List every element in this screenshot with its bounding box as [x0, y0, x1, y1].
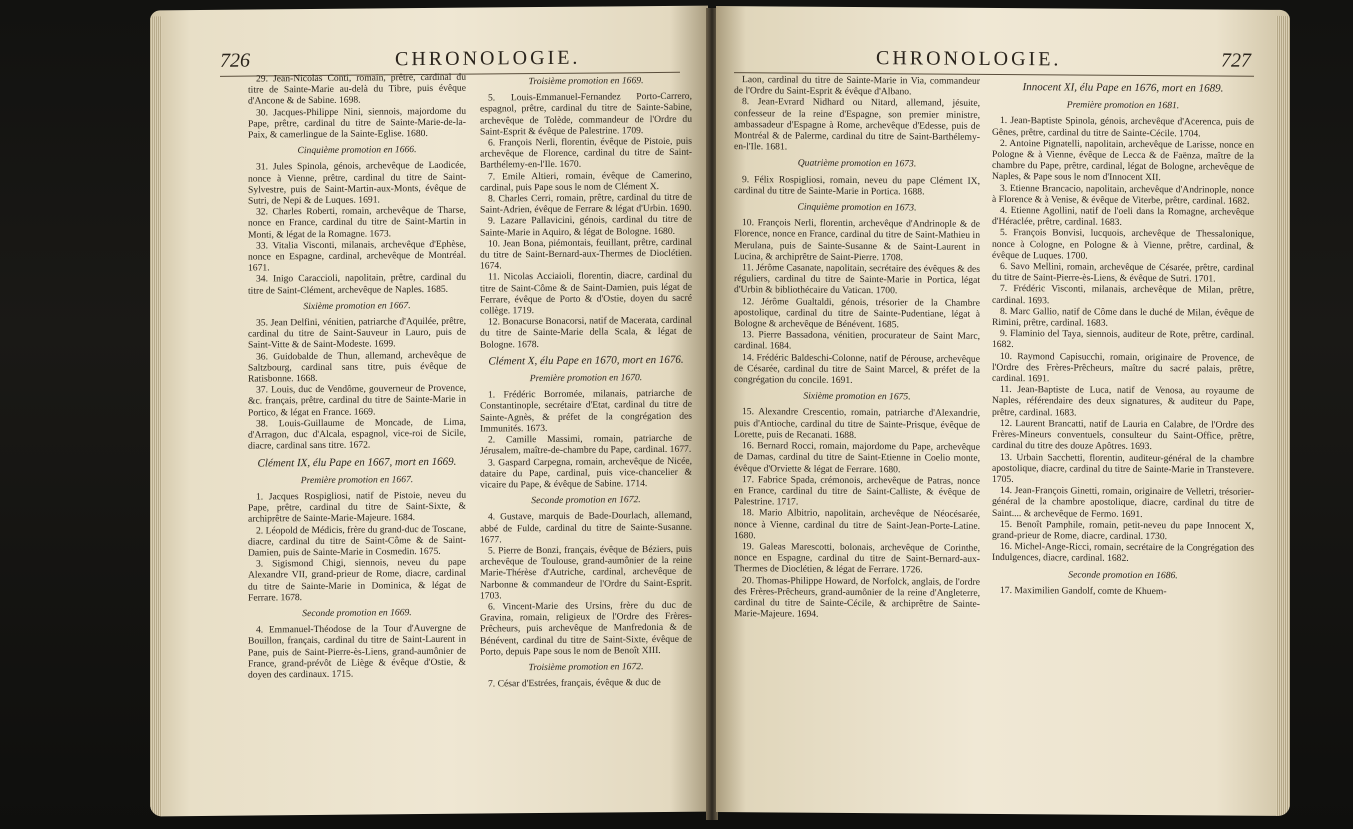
cardinal-entry: 29. Jean-Nicolas Conti, romain, prêtre, cardinal du titre de Sainte-Marie au-delà du Tibre, puis évêque d'Ancone & de Sabine. 1698.: [248, 71, 466, 107]
left-column-2: [480, 70, 692, 690]
section-heading: Seconde promotion en 1669.: [302, 607, 412, 620]
cardinal-entry: 5. Louis-Emmanuel-Fernandez Porto-Carrero, espagnol, prêtre, cardinal du titre de Sainte-Sabine, archevêque de Tolède, commandeur de l'Ordre du Saint-Esprit & évêque de Palestrine. 1709.: [480, 90, 692, 138]
section-heading: Troisième promotion en 1669.: [528, 75, 644, 88]
cardinal-entry: 11. Jérôme Casanate, napolitain, secrétaire des évêques & des réguliers, cardinal du titre de Sainte-Marie in Portica, légat d'Urbin & bibliothécaire du Vatican. 1700.: [734, 262, 980, 297]
cardinal-entry: 3. Gaspard Carpegna, romain, archevêque de Nicée, dataire du Pape, cardinal, puis vice-chancelier & vicaire du Pape, & évêque de Sabine. 1714.: [480, 455, 692, 491]
cardinal-entry: 19. Galeas Marescotti, bolonais, archevêque de Corinthe, nonce en Espagne, cardinal du titre de Saint-Bernard-aux-Thermes de Dioclétien, & légat de Ferrare. 1726.: [734, 541, 980, 576]
section-heading: Cinquième promotion en 1673.: [797, 201, 917, 214]
cardinal-entry: 17. Fabrice Spada, crémonois, archevêque de Patras, nonce en France, cardinal du titre de Saint-Calliste, & évêque de Palestrine. 1717.: [734, 473, 980, 508]
right-column-1: [734, 74, 980, 621]
cardinal-entry: 2. Léopold de Médicis, frère du grand-duc de Toscane, diacre, cardinal du titre de Saint-Côme & de Saint-Damien, puis de Sainte-Marie in Cosmedin. 1675.: [248, 523, 466, 559]
cardinal-entry: 8. Charles Cerri, romain, prêtre, cardinal du titre de Saint-Adrien, évêque de Ferrare & légat d'Urbin. 1690.: [480, 191, 692, 216]
cardinal-entry: 33. Vitalia Visconti, milanais, archevêque d'Ephèse, nonce en Espagne, cardinal, archevêque de Montréal. 1671.: [248, 238, 466, 274]
cardinal-entry: 4. Emmanuel-Théodose de la Tour d'Auvergne de Bouillon, français, cardinal du titre de Saint-Laurent in Pane, puis de Saint-Pierre-ès-Liens, grand-aumônier de France, grand-prévôt de Liège & évêque d'Ostie, & doyen des cardinaux. 1715.: [248, 622, 466, 681]
cardinal-entry: 2. Antoine Pignatelli, napolitain, archevêque de Larisse, nonce en Pologne & à Vienne, évêque de Lecca & de Faënza, maître de la chambre du Pape, prêtre, cardinal, légat de Bologne, archevêque de Naples, & Pape sous le nom d'Innocent XII.: [992, 137, 1254, 184]
cardinal-entry: 4. Gustave, marquis de Bade-Dourlach, allemand, abbé de Fulde, cardinal du titre de Sainte-Susanne. 1677.: [480, 510, 692, 546]
pope-heading: Clément IX, élu Pape en 1667, mort en 1669.: [257, 455, 457, 469]
cardinal-entry: 36. Guidobalde de Thun, allemand, archevêque de Saltzbourg, cardinal sans titre, puis évêque de Ratisbonne. 1668.: [248, 349, 466, 385]
cardinal-entry: 7. César d'Estrées, français, évêque & duc de: [488, 677, 661, 690]
cardinal-entry: 12. Bonacurse Bonacorsi, natif de Macerata, cardinal du titre de Sainte-Marie della Scala, & légat de Bologne. 1678.: [480, 314, 692, 351]
left-page-number: 726: [220, 49, 250, 72]
section-heading: Seconde promotion en 1672.: [531, 494, 641, 507]
section-heading: Cinquième promotion en 1666.: [297, 144, 417, 157]
cardinal-entry: 8. Jean-Evrard Nidhard ou Nitard, allemand, jésuite, confesseur de la reine d'Espagne, son premier ministre, ambassadeur d'Espagne à Rome, archevêque d'Edesse, puis de Montréal & de Palerme, cardinal du titre de Saint-Barthélemy-en-l'Ile. 1681.: [734, 96, 980, 153]
cardinal-entry: 14. Jean-François Ginetti, romain, originaire de Velletri, trésorier-général de la chambre apostolique, diacre, cardinal du titre de Saint.... & archevêque de Fermo. 1691.: [992, 485, 1254, 520]
left-column-1: [248, 72, 466, 681]
left-page: [150, 6, 708, 817]
left-running-head: CHRONOLOGIE.: [395, 46, 581, 71]
right-page-number: 727: [1221, 49, 1251, 72]
cardinal-entry: Laon, cardinal du titre de Sainte-Marie in Via, commandeur de l'Ordre du Saint-Esprit & évêque d'Albano.: [734, 74, 980, 98]
cardinal-entry: 17. Maximilien Gandolf, comte de Khuem-: [1000, 584, 1167, 597]
section-heading: Première promotion en 1670.: [529, 372, 643, 385]
cardinal-entry: 6. Savo Mellini, romain, archevêque de Césarée, prêtre, cardinal du titre de Saint-Pierre-ès-Liens, & évêque de Sutri. 1701.: [992, 261, 1254, 285]
right-page-edge: [1276, 16, 1290, 816]
left-page-edge: [150, 16, 162, 816]
cardinal-entry: 10. François Nerli, florentin, archevêque d'Andrinople & de Florence, nonce en France, cardinal du titre de Saint-Mathieu in Merulana, puis de Sainte-Susanne & de Saint-Laurent in Lucina, & archiprêtre de Saint-Pierre. 1708.: [734, 217, 980, 264]
cardinal-entry: 3. Etienne Brancacio, napolitain, archevêque d'Andrinople, nonce à Florence & à Venise, & évêque de Viterbe, prêtre, cardinal. 1682.: [992, 182, 1254, 207]
cardinal-entry: 11. Nicolas Acciaioli, florentin, diacre, cardinal du titre de Saint-Côme & de Saint-Damien, puis légat de Ferrare, évêque de Porto & d'Ostie, doyen du sacré collège. 1719.: [480, 270, 692, 317]
section-heading: Troisième promotion en 1672.: [528, 661, 644, 674]
cardinal-entry: 12. Laurent Brancatti, natif de Lauria en Calabre, de l'Ordre des Frères-Mineurs conventuels, consulteur du Saint-Office, prêtre, cardinal du titre des douze Apôtres. 1693.: [992, 417, 1254, 453]
cardinal-entry: 13. Pierre Bassadona, vénitien, procurateur de Saint Marc, cardinal. 1684.: [734, 329, 980, 352]
right-running-head: CHRONOLOGIE.: [876, 47, 1062, 71]
cardinal-entry: 1. Jacques Rospigliosi, natif de Pistoie, neveu du Pape, prêtre, cardinal du titre de Saint-Sixte, & archiprêtre de Sainte-Marie-Majeure. 1684.: [248, 489, 466, 525]
open-book: [150, 8, 1290, 826]
cardinal-entry: 16. Bernard Rocci, romain, majordome du Pape, archevêque de Damas, cardinal du titre de Saint-Etienne in Coelio monte, évêque d'Orviette & légat de Ferrare. 1680.: [734, 440, 980, 475]
cardinal-entry: 1. Frédéric Borromée, milanais, patriarche de Constantinople, secrétaire d'Etat, cardinal du titre de Sainte-Agnès, & préfet de la congrégation des Immunités. 1673.: [480, 387, 692, 435]
section-heading: Quatrième promotion en 1673.: [797, 157, 917, 170]
cardinal-entry: 5. François Bonvisi, lucquois, archevêque de Thessalonique, nonce à Cologne, en Pologne & à Vienne, prêtre, cardinal, & évêque de Luques. 1700.: [992, 227, 1254, 262]
cardinal-entry: 35. Jean Delfini, vénitien, patriarche d'Aquilée, prêtre, cardinal du titre de Saint-Sauveur in Lauro, puis de Saint-Vitte & de Saint-Modeste. 1699.: [248, 315, 466, 352]
cardinal-entry: 14. Frédéric Baldeschi-Colonne, natif de Pérouse, archevêque de Césarée, cardinal du titre de Saint Marcel, & préfet de la congrégation du concile. 1691.: [734, 351, 980, 387]
cardinal-entry: 15. Alexandre Crescentio, romain, patriarche d'Alexandrie, puis d'Antioche, cardinal du titre de Sainte-Prisque, évêque de Lorette, puis de Recanati. 1688.: [734, 406, 980, 441]
cardinal-entry: 9. Félix Rospigliosi, romain, neveu du pape Clément IX, cardinal du titre de Sainte-Marie in Portica. 1688.: [734, 173, 980, 198]
cardinal-entry: 20. Thomas-Philippe Howard, de Norfolck, anglais, de l'ordre des Frères-Prêcheurs, grand-aumônier de la reine d'Angleterre, cardinal du titre de Sainte-Cécile, & archiprêtre de Sainte-Marie-Majeure. 1694.: [734, 574, 980, 620]
cardinal-entry: 7. Emile Altieri, romain, évêque de Camerino, cardinal, puis Pape sous le nom de Clément X.: [480, 169, 692, 194]
section-heading: Seconde promotion en 1686.: [1068, 568, 1178, 581]
cardinal-entry: 6. François Nerli, florentin, évêque de Pistoie, puis archevêque de Florence, cardinal du titre de Saint-Barthélemy-en-l'Ile. 1670.: [480, 135, 692, 171]
cardinal-entry: 1. Jean-Baptiste Spinola, génois, archevêque d'Acerenca, puis de Gênes, prêtre, cardinal du titre de Sainte-Cécile. 1704.: [992, 115, 1254, 139]
section-heading: Sixième promotion en 1675.: [803, 390, 911, 403]
cardinal-entry: 7. Frédéric Visconti, milanais, archevêque de Milan, prêtre, cardinal. 1693.: [992, 283, 1254, 306]
cardinal-entry: 12. Jérôme Gualtaldi, génois, trésorier de la Chambre apostolique, cardinal du titre de Sainte-Pudentiane, légat à Bologne & archevêque de Bénévent. 1685.: [734, 295, 980, 331]
cardinal-entry: 37. Louis, duc de Vendôme, gouverneur de Provence, &c. français, prêtre, cardinal du titre de Sainte-Marie in Portico, & légat en France. 1669.: [248, 382, 466, 419]
cardinal-entry: 9. Flaminio del Taya, siennois, auditeur de Rote, prêtre, cardinal. 1682.: [992, 328, 1254, 351]
cardinal-entry: 3. Sigismond Chigi, siennois, neveu du pape Alexandre VII, grand-prieur de Rome, diacre, cardinal du titre de Sainte-Marie in Dominica, & légat de Ferrare. 1678.: [248, 556, 466, 604]
cardinal-entry: 2. Camille Massimi, romain, patriarche de Jérusalem, maître-de-chambre du Pape, cardinal. 1677.: [480, 432, 692, 457]
section-heading: Sixième promotion en 1667.: [303, 300, 411, 312]
cardinal-entry: 11. Jean-Baptiste de Luca, natif de Venosa, au royaume de Naples, référendaire des deux signatures, & auditeur du Pape, prêtre, cardinal. 1683.: [992, 384, 1254, 419]
cardinal-entry: 34. Inigo Caraccioli, napolitain, prêtre, cardinal du titre de Saint-Clément, archevêque de Naples. 1685.: [248, 272, 466, 297]
section-heading: Première promotion en 1681.: [1066, 99, 1180, 112]
cardinal-entry: 9. Lazare Pallavicini, génois, cardinal du titre de Sainte-Marie in Aquiro, & légat de Bologne. 1680.: [480, 214, 692, 239]
cardinal-entry: 38. Louis-Guillaume de Moncade, de Lima, d'Arragon, duc d'Alcala, espagnol, vice-roi de Sicile, diacre, cardinal sans titre. 1672.: [248, 416, 466, 452]
cardinal-entry: 32. Charles Roberti, romain, archevêque de Tharse, nonce en France, cardinal du titre de Saint-Martin in Monti, & légat de la Romagne. 1673.: [248, 204, 466, 241]
cardinal-entry: 31. Jules Spinola, génois, archevêque de Laodicée, nonce à Vienne, prêtre, cardinal du titre de Saint-Sylvestre, puis de Saint-Martin-aux-Monts, évêque de Sutri, de Nepi & de Luques. 1691.: [248, 160, 466, 207]
cardinal-entry: 6. Vincent-Marie des Ursins, frère du duc de Gravina, romain, religieux de l'Ordre des Frères-Prêcheurs, puis archevêque de Manfredonia & de Bénévent, cardinal du titre de Saint-Sixte, évêque de Porto, depuis Pape sous le nom de Benoît XIII.: [480, 599, 692, 658]
cardinal-entry: 16. Michel-Ange-Ricci, romain, secrétaire de la Congrégation des Indulgences, diacre, cardinal. 1682.: [992, 541, 1254, 565]
cardinal-entry: 10. Raymond Capisucchi, romain, originaire de Provence, de l'Ordre des Frères-Prêcheurs, maître du sacré palais, prêtre, cardinal. 1691.: [992, 350, 1254, 385]
cardinal-entry: 4. Etienne Agollini, natif de l'oeli dans la Romagne, archevêque d'Héraclée, prêtre, cardinal. 1683.: [992, 205, 1254, 229]
cardinal-entry: 13. Urbain Sacchetti, florentin, auditeur-général de la chambre apostolique, diacre, cardinal du titre de Sainte-Marie in Transtevere. 1705.: [992, 451, 1254, 485]
cardinal-entry: 8. Marc Gallio, natif de Côme dans le duché de Milan, évêque de Rimini, prêtre, cardinal. 1683.: [992, 305, 1254, 329]
pope-heading: Innocent XI, élu Pape en 1676, mort en 1689.: [1022, 81, 1224, 95]
section-heading: Première promotion en 1667.: [300, 473, 414, 486]
right-page: [716, 6, 1290, 816]
right-column-2: [992, 76, 1254, 598]
cardinal-entry: 10. Jean Bona, piémontais, feuillant, prêtre, cardinal du titre de Saint-Bernard-aux-Thermes de Dioclétien. 1674.: [480, 236, 692, 272]
cardinal-entry: 5. Pierre de Bonzi, français, évêque de Béziers, puis archevêque de Toulouse, grand-aumônier de la reine Marie-Thérèse d'Autriche, cardinal, archevêque de Narbonne & commandeur de l'Ordre du Saint-Esprit. 1703.: [480, 543, 692, 602]
cardinal-entry: 18. Mario Albitrio, napolitain, archevêque de Néocésarée, nonce à Vienne, cardinal du titre de Saint-Jean-Porte-Latine. 1680.: [734, 507, 980, 541]
pope-heading: Clément X, élu Pape en 1670, mort en 1676.: [488, 353, 684, 368]
cardinal-entry: 30. Jacques-Philippe Nini, siennois, majordome du Pape, prêtre, cardinal du titre de Sainte-Marie-de-la-Paix, & camerlingue de la Sainte-Eglise. 1680.: [248, 105, 466, 141]
cardinal-entry: 15. Benoît Pamphile, romain, petit-neveu du pape Innocent X, grand-prieur de Rome, diacre, cardinal. 1730.: [992, 518, 1254, 543]
